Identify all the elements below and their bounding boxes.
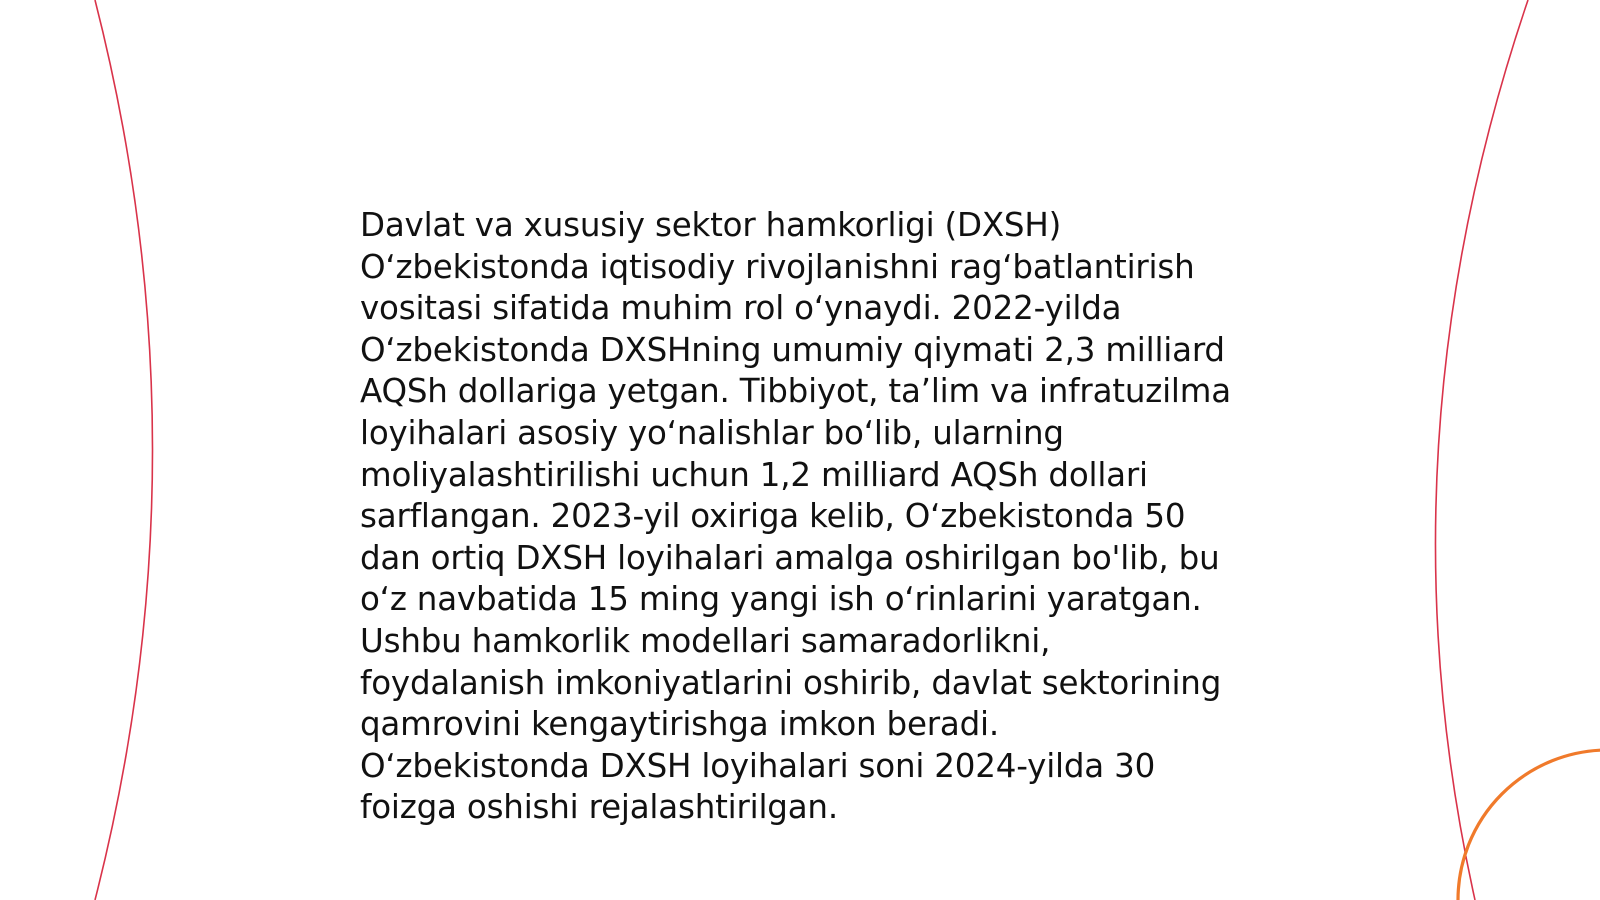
- paragraph-line: foydalanish imkoniyatlarini oshirib, davlat sektorining: [360, 663, 1222, 702]
- paragraph-line: O‘zbekistonda DXSHning umumiy qiymati 2,3 milliard: [360, 330, 1225, 369]
- orange-decorative-circle: [1458, 750, 1600, 900]
- paragraph-line: Davlat va xususiy sektor hamkorligi (DXSH): [360, 206, 1062, 244]
- left-decorative-arc: [95, 0, 153, 900]
- paragraph-line: foizga oshishi rejalashtirilgan.: [360, 788, 838, 827]
- paragraph-line: O‘zbekistonda DXSH loyihalari soni 2024-yilda 30: [360, 746, 1156, 785]
- paragraph-line: moliyalashtirilishi uchun 1,2 milliard AQSh dollari: [360, 455, 1148, 494]
- right-decorative-arc: [1435, 0, 1528, 900]
- paragraph-line: O‘zbekistonda iqtisodiy rivojlanishni rag‘batlantirish: [360, 247, 1195, 286]
- paragraph-line: qamrovini kengaytirishga imkon beradi.: [360, 705, 1000, 744]
- slide-paragraph: [360, 205, 1250, 829]
- paragraph-line: Ushbu hamkorlik modellari samaradorlikni,: [360, 621, 1051, 660]
- paragraph-line: dan ortiq DXSH loyihalari amalga oshirilgan bo'lib, bu: [360, 538, 1220, 577]
- paragraph-line: AQSh dollariga yetgan. Tibbiyot, ta’lim va infratuzilma: [360, 372, 1231, 411]
- paragraph-line: o‘z navbatida 15 ming yangi ish o‘rinlarini yaratgan.: [360, 580, 1202, 619]
- paragraph-line: sarflangan. 2023-yil oxiriga kelib, O‘zbekistonda 50: [360, 497, 1186, 536]
- paragraph-line: loyihalari asosiy yo‘nalishlar bo‘lib, ularning: [360, 413, 1064, 452]
- paragraph-line: vositasi sifatida muhim rol o‘ynaydi. 2022-yilda: [360, 289, 1122, 328]
